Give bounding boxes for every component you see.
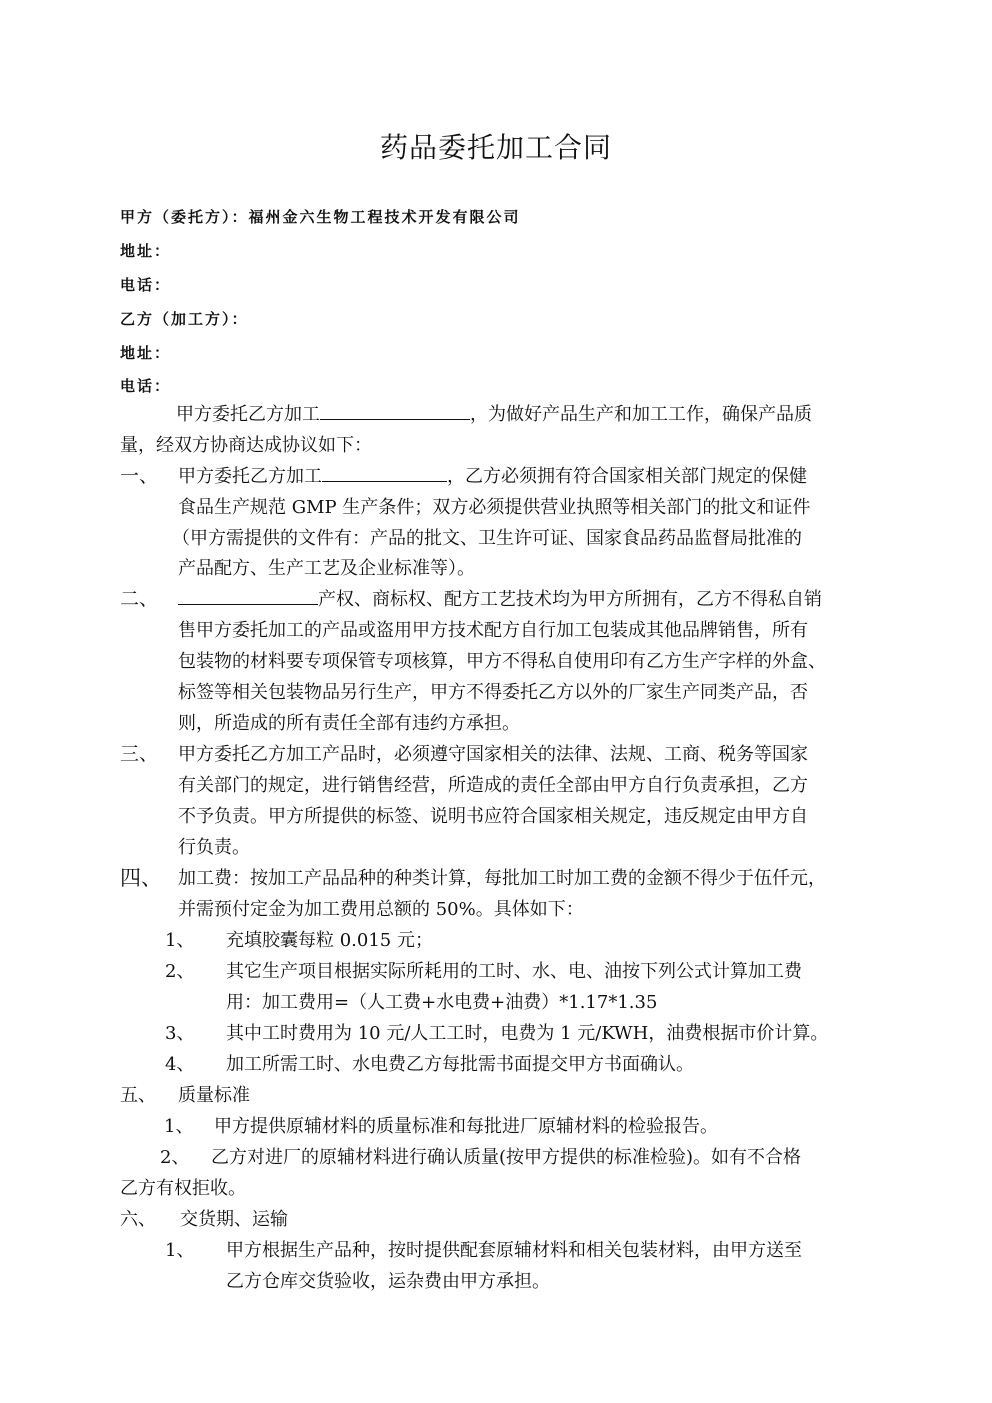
clause-6-item-1-line-2: 乙方仓库交货验收，运杂费由甲方承担。 — [226, 1271, 550, 1292]
clause-1-line-1 — [178, 461, 807, 492]
clause-1-text-b: ，乙方必须拥有符合国家相关部门规定的保健 — [447, 466, 807, 487]
clause-4-line-1: 加工费：按加工产品品种的种类计算，每批加工时加工费的金额不得少于伍仟元， — [178, 868, 826, 889]
clause-3-line-4: 行负责。 — [178, 837, 250, 858]
clause-2-line-5: 则，所造成的所有责任全部有违约方承担。 — [178, 713, 520, 734]
clause-4-item-3-number: 3、 — [165, 1023, 195, 1044]
clause-2-number: 二、 — [120, 588, 159, 610]
clause-2-text: 产权、商标权、配方工艺技术均为甲方所拥有，乙方不得私自销 — [318, 589, 822, 610]
intro-text-a: 甲方委托乙方加工 — [176, 404, 320, 425]
clause-1-line-2: 食品生产规范 GMP 生产条件；双方必须提供营业执照等相关部门的批文和证件 — [178, 497, 811, 518]
document-title: 药品委托加工合同 — [379, 131, 612, 164]
clause-3-line-1: 甲方委托乙方加工产品时，必须遵守国家相关的法律、法规、工商、税务等国家 — [178, 744, 808, 765]
clause-6-number: 六、 — [120, 1209, 156, 1230]
clause-1-blank — [322, 461, 447, 482]
clause-5-item-2-line-2: 乙方有权拒收。 — [120, 1178, 246, 1199]
party-b-phone: 电话： — [120, 377, 172, 395]
clause-1-number: 一、 — [120, 465, 159, 487]
clause-4-item-1-number: 1、 — [165, 930, 195, 951]
clause-1-text-a: 甲方委托乙方加工 — [178, 466, 322, 487]
party-b-address: 地址： — [120, 344, 172, 362]
clause-2-line-3: 包装物的材料要专项保管专项核算，甲方不得私自使用印有乙方生产字样的外盒、 — [178, 651, 826, 672]
party-a-address: 地址： — [120, 242, 172, 260]
clause-2-blank — [178, 584, 318, 605]
intro-line-1 — [176, 399, 812, 430]
clause-4-item-3: 其中工时费用为 10 元/人工工时，电费为 1 元/KWH，油费根据市价计算。 — [226, 1023, 829, 1044]
clause-4-number: 四、 — [120, 866, 162, 890]
clause-4-item-2-line-2: 用：加工费用=（人工费+水电费+油费）*1.17*1.35 — [226, 992, 658, 1013]
clause-1-line-4: 产品配方、生产工艺及企业标准等）。 — [178, 558, 475, 579]
party-a-phone: 电话： — [120, 276, 172, 294]
product-blank — [320, 399, 470, 420]
clause-4-line-2: 并需预付定金为加工费用总额的 50%。具体如下： — [178, 899, 584, 920]
clause-3-line-3: 不予负责。甲方所提供的标签、说明书应符合国家相关规定，违反规定由甲方自 — [178, 806, 808, 827]
clause-2-line-1 — [178, 584, 822, 615]
clause-5-heading: 质量标准 — [178, 1085, 250, 1106]
clause-4-item-2-number: 2、 — [165, 961, 195, 982]
clause-5-number: 五、 — [120, 1085, 156, 1106]
intro-line-2: 量，经双方协商达成协议如下： — [120, 435, 372, 456]
clause-4-item-4-number: 4、 — [165, 1054, 195, 1075]
party-b-line: 乙方（加工方）： — [120, 310, 249, 328]
clause-1-line-3: （甲方需提供的文件有：产品的批文、卫生许可证、国家食品药品监督局批准的 — [172, 528, 802, 549]
party-a-line: 甲方（委托方）：福州金六生物工程技术开发有限公司 — [120, 208, 521, 226]
clause-2-line-2: 售甲方委托加工的产品或盗用甲方技术配方自行加工包装成其他品牌销售，所有 — [178, 620, 808, 641]
clause-4-item-2-line-1: 其它生产项目根据实际所耗用的工时、水、电、油按下列公式计算加工费 — [226, 961, 802, 982]
clause-5-item-2-number: 2、 — [160, 1147, 190, 1168]
clause-3-line-2: 有关部门的规定，进行销售经营，所造成的责任全部由甲方自行负责承担，乙方 — [178, 775, 808, 796]
clause-6-heading: 交货期、运输 — [180, 1209, 288, 1230]
clause-5-item-1-number: 1、 — [164, 1116, 194, 1137]
clause-5-item-2-line-1: 乙方对进厂的原辅材料进行确认质量(按甲方提供的标准检验)。如有不合格 — [211, 1147, 802, 1168]
clause-6-item-1-number: 1、 — [165, 1240, 195, 1261]
clause-4-item-1: 充填胶囊每粒 0.015 元； — [226, 930, 433, 951]
clause-3-number: 三、 — [120, 743, 159, 765]
clause-2-line-4: 标签等相关包装物品另行生产，甲方不得委托乙方以外的厂家生产同类产品，否 — [178, 682, 808, 703]
intro-text-b: ，为做好产品生产和加工工作，确保产品质 — [470, 404, 812, 425]
clause-6-item-1-line-1: 甲方根据生产品种，按时提供配套原辅材料和相关包装材料，由甲方送至 — [226, 1240, 802, 1261]
clause-4-item-4: 加工所需工时、水电费乙方每批需书面提交甲方书面确认。 — [226, 1054, 694, 1075]
clause-5-item-1: 甲方提供原辅材料的质量标准和每批进厂原辅材料的检验报告。 — [214, 1116, 718, 1137]
